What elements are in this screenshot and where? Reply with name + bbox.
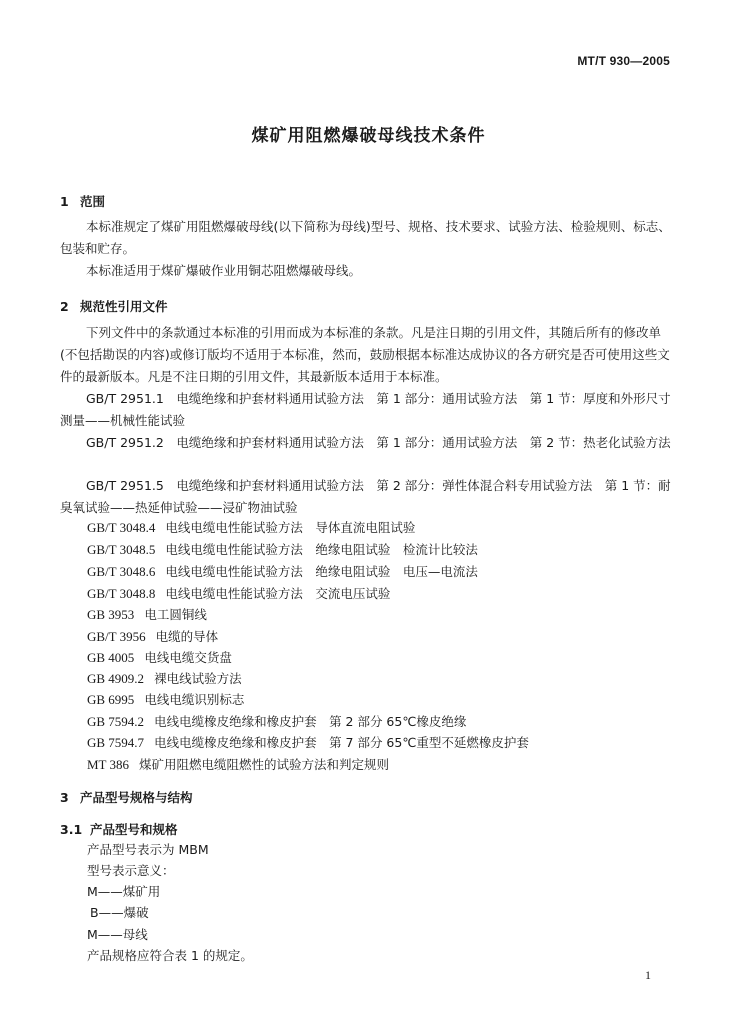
document-title: 煤矿用阻燃爆破母线技术条件 bbox=[251, 126, 486, 146]
section-2-heading bbox=[60, 297, 168, 315]
reference-title: 电线电缆交货盘 bbox=[144, 650, 232, 665]
reference-entry bbox=[60, 432, 672, 454]
reference-code: GB 7594.2 bbox=[87, 714, 145, 729]
reference-code: GB/T 2951.5 bbox=[86, 478, 164, 493]
reference-entry bbox=[87, 712, 466, 730]
reference-entry bbox=[87, 733, 529, 751]
reference-code: GB 4909.2 bbox=[87, 671, 145, 686]
reference-code: GB 7594.7 bbox=[87, 735, 145, 750]
reference-entry bbox=[60, 475, 672, 519]
section-3-heading bbox=[60, 788, 193, 806]
model-line: 产品规格应符合表 1 的规定。 bbox=[87, 948, 253, 963]
reference-title: 电线电缆识别标志 bbox=[144, 692, 245, 707]
reference-title: 电缆的导体 bbox=[155, 629, 219, 644]
reference-code: GB 4005 bbox=[87, 650, 135, 665]
reference-title: 电缆绝缘和护套材料通用试验方法 第 1 部分：通用试验方法 第 1 节：厚度和外形尺寸测量——机械性能试验 bbox=[60, 391, 671, 428]
section-1-paragraph-2: 本标准适用于煤矿爆破作业用铜芯阻燃爆破母线。 bbox=[86, 263, 362, 278]
reference-entry bbox=[87, 690, 244, 708]
reference-entry bbox=[87, 648, 232, 666]
reference-title: 电线电缆电性能试验方法 绝缘电阻试验 电压—电流法 bbox=[165, 564, 478, 579]
reference-code: GB/T 3048.4 bbox=[87, 520, 156, 535]
page-number: 1 bbox=[645, 968, 651, 982]
reference-title: 电线电缆橡皮绝缘和橡皮护套 第 7 部分 65℃重型不延燃橡皮护套 bbox=[154, 735, 529, 750]
standard-number: MT/T 930—2005 bbox=[577, 54, 670, 68]
reference-code: GB/T 3048.6 bbox=[87, 564, 156, 579]
reference-title: 电线电缆电性能试验方法 交流电压试验 bbox=[165, 586, 391, 601]
reference-title: 电线电缆橡皮绝缘和橡皮护套 第 2 部分 65℃橡皮绝缘 bbox=[154, 714, 467, 729]
model-line: B——爆破 bbox=[90, 905, 149, 920]
reference-title: 电线电缆电性能试验方法 导体直流电阻试验 bbox=[165, 520, 416, 535]
reference-code: GB/T 3956 bbox=[87, 629, 146, 644]
section-2-intro: 下列文件中的条款通过本标准的引用而成为本标准的条款。凡是注日期的引用文件，其随后所有的修改单(不包括勘误的内容)或修订版均不适用于本标准，然而，鼓励根据本标准达成协议的各方研究是否可使用这些文件的最新版本。凡是不注日期的引用文件，其最新版本适用于本标准。 bbox=[60, 325, 670, 384]
section-1-heading bbox=[60, 192, 105, 210]
reference-title: 电缆绝缘和护套材料通用试验方法 第 2 部分：弹性体混合料专用试验方法 第 1 节：耐臭氧试验——热延伸试验——浸矿物油试验 bbox=[60, 478, 671, 515]
model-line: 产品型号表示为 MBM bbox=[87, 842, 209, 857]
reference-title: 煤矿用阻燃电缆阻燃性的试验方法和判定规则 bbox=[139, 757, 390, 772]
reference-code: GB 6995 bbox=[87, 692, 135, 707]
model-line: M——母线 bbox=[87, 927, 148, 942]
reference-title: 电线电缆电性能试验方法 绝缘电阻试验 检流计比较法 bbox=[165, 542, 478, 557]
reference-entry bbox=[87, 669, 242, 687]
reference-title: 电缆绝缘和护套材料通用试验方法 第 1 部分：通用试验方法 第 2 节：热老化试验方法 bbox=[176, 435, 671, 450]
section-1-paragraph-1: 本标准规定了煤矿用阻燃爆破母线(以下简称为母线)型号、规格、技术要求、试验方法、检验规则、标志、包装和贮存。 bbox=[60, 219, 671, 256]
section-number: 3 bbox=[60, 790, 69, 805]
reference-entry bbox=[87, 540, 478, 558]
section-number: 2 bbox=[60, 299, 69, 314]
section-title: 范围 bbox=[80, 194, 106, 209]
reference-title: 电工圆铜线 bbox=[144, 607, 207, 622]
reference-code: GB/T 2951.1 bbox=[86, 391, 164, 406]
subsection-title: 产品型号和规格 bbox=[90, 822, 178, 837]
reference-entry bbox=[87, 518, 415, 536]
reference-title: 裸电线试验方法 bbox=[154, 671, 242, 686]
section-title: 产品型号规格与结构 bbox=[80, 790, 193, 805]
subsection-3-1-heading bbox=[60, 820, 178, 838]
reference-code: GB/T 3048.8 bbox=[87, 586, 156, 601]
reference-entry bbox=[60, 388, 672, 432]
reference-code: GB/T 2951.2 bbox=[86, 435, 164, 450]
reference-entry bbox=[87, 584, 390, 602]
reference-entry bbox=[87, 627, 218, 645]
reference-entry bbox=[87, 755, 389, 773]
section-number: 1 bbox=[60, 194, 69, 209]
subsection-number: 3.1 bbox=[60, 822, 83, 837]
model-line: 型号表示意义： bbox=[87, 863, 175, 878]
reference-code: MT 386 bbox=[87, 757, 130, 772]
section-title: 规范性引用文件 bbox=[80, 299, 168, 314]
reference-code: GB/T 3048.5 bbox=[87, 542, 156, 557]
reference-entry bbox=[87, 605, 207, 623]
reference-entry bbox=[87, 562, 478, 580]
reference-code: GB 3953 bbox=[87, 607, 135, 622]
model-line: M——煤矿用 bbox=[87, 884, 161, 899]
